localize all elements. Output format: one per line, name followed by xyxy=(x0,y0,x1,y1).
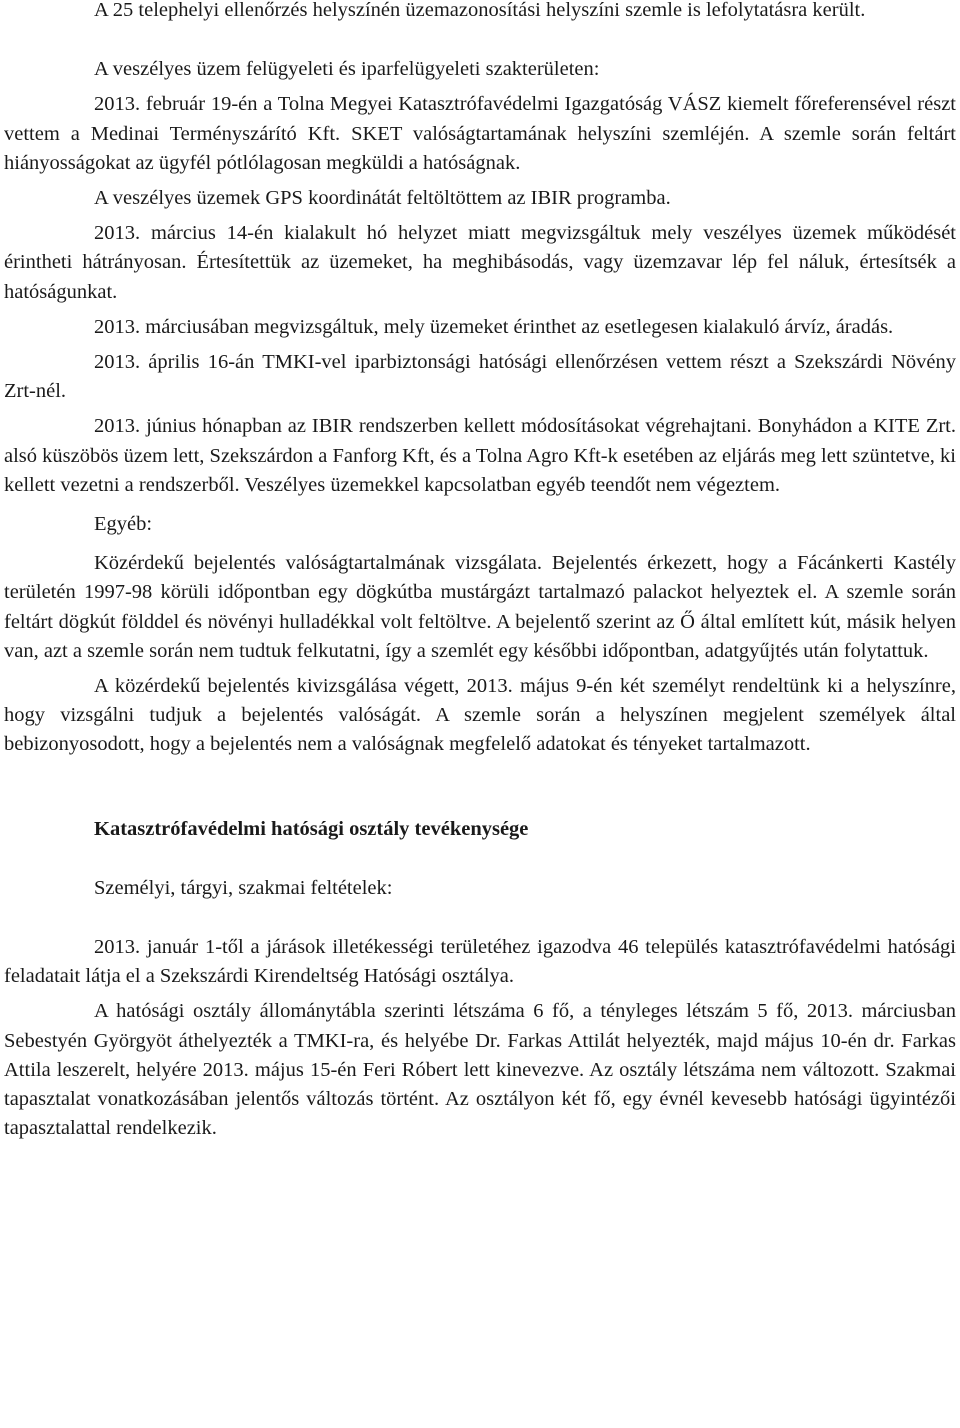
paragraph-jurisdiction: 2013. január 1-től a járások illetékességi területéhez igazodva 46 település katasztrófavédelmi hatósági feladatait látja el a Szekszárdi Kirendeltség Hatósági osztálya. xyxy=(4,936,956,988)
paragraph-gps-upload: A veszélyes üzemek GPS koordinátát feltöltöttem az IBIR programba. xyxy=(94,187,671,210)
paragraph-report-investigation: A közérdekű bejelentés kivizsgálása végett, 2013. május 9-én két személyt rendeltünk ki a helyszínre, hogy vizsgálni tudjuk a bejelentés valóságát. A szemle során a helyszínen megjelent személyek által bebizonyosodott, hogy a bejelentés nem a valóságnak megfelelő adatokat és tényeket tartalmazott. xyxy=(4,675,956,756)
paragraph-snow-situation: 2013. március 14-én kialakult hó helyzet miatt megvizsgáltuk mely veszélyes üzemek működését érintheti hátrányosan. Értesítettük az üzemeket, ha meghibásodás, vagy üzemzavar lép fel náluk, értesítsék a hatóságunkat. xyxy=(4,222,956,303)
paragraph-ibir-changes: 2013. június hónapban az IBIR rendszerben kellett módosításokat végrehajtani. Bonyhádon a KITE Zrt. alsó küszöbös üzem lett, Szekszárdon a Fanforg Kft, és a Tolna Agro Kft-k esetében az eljárás meg lett szüntetve, ki kellett vezetni a rendszerből. Veszélyes üzemekkel kapcsolatban egyéb teendőt nem végeztem. xyxy=(4,415,956,496)
section-label-other: Egyéb: xyxy=(94,513,153,536)
paragraph-april-inspection: 2013. április 16-án TMKI-vel iparbiztonsági hatósági ellenőrzésen vettem részt a Szekszárdi Növény Zrt-nél. xyxy=(4,351,956,403)
subsection-label-conditions: Személyi, tárgyi, szakmai feltételek: xyxy=(94,876,393,899)
paragraph-flood-review: 2013. márciusában megvizsgáltuk, mely üzemeket érinthet az esetlegesen kialakuló árvíz, áradás. xyxy=(94,315,894,338)
document-page xyxy=(4,0,956,1144)
paragraph-site-inspection: A 25 telephelyi ellenőrzés helyszínén üzemazonosítási helyszíni szemle is lefolytatásra került. xyxy=(94,0,866,21)
section-heading: Katasztrófavédelmi hatósági osztály tevékenysége xyxy=(94,817,529,840)
section-label-hazardous-plant: A veszélyes üzem felügyeleti és iparfelügyeleti szakterületen: xyxy=(94,58,600,81)
paragraph-february-inspection: 2013. február 19-én a Tolna Megyei Katasztrófavédelmi Igazgatóság VÁSZ kiemelt főreferensével részt vettem a Medinai Terményszárító Kft. SKET valóságtartamának helyszíni szemléjén. A szemle során feltárt hiányosságokat az ügyfél pótlólagosan megküldi a hatóságnak. xyxy=(4,93,956,174)
paragraph-public-report: Közérdekű bejelentés valóságtartalmának vizsgálata. Bejelentés érkezett, hogy a Fácánkerti Kastély területén 1997-98 körüli időpontban egy dögkútba mustárgázt tartalmazó palackot helyeztek el. A szemle során feltárt dögkút földdel és növényi hulladékkal volt feltöltve. A bejelentő szerint az Ő által említett kút, másik helyen van, azt a szemle során nem tudtuk felkutatni, így a szemlét egy későbbi időpontban, adatgyűjtés után folytattuk. xyxy=(4,552,956,662)
paragraph-staffing: A hatósági osztály állománytábla szerinti létszáma 6 fő, a tényleges létszám 5 fő, 2013. márciusban Sebestyén Györgyöt áthelyezték a TMKI-ra, és helyébe Dr. Farkas Attilát helyezték, majd május 10-én dr. Farkas Attila leszerelt, helyére 2013. május 15-én Feri Róbert lett kinevezve. Az osztály létszáma nem változott. Szakmai tapasztalat vonatkozásában jelentős változás történt. Az osztályon két fő, egy évnél kevesebb hatósági ügyintézői tapasztalattal rendelkezik. xyxy=(4,1000,956,1140)
